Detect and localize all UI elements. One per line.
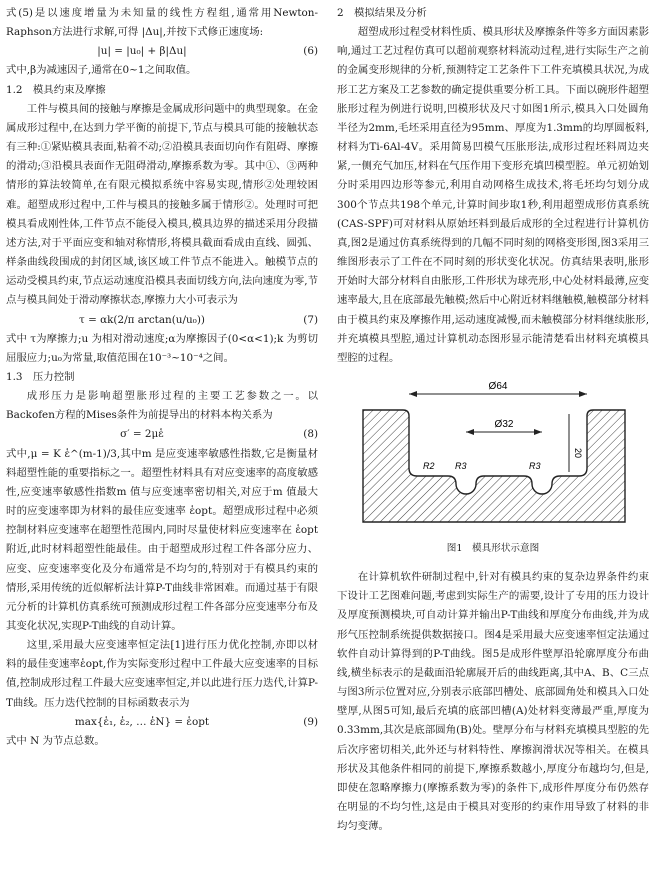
equation-number: (8) <box>303 428 318 441</box>
equation-body: σ′ = 2μἑ <box>120 428 164 441</box>
die-diagram <box>343 372 643 537</box>
label-r2: R2 <box>423 460 435 471</box>
equation-number: (9) <box>303 715 318 728</box>
label-r3-left: R3 <box>455 460 467 471</box>
section-heading: 1.3 压力控制 <box>6 370 75 383</box>
figure-caption: 图1 模具形状示意图 <box>446 542 540 554</box>
paragraph: 超塑成形过程受材料性质、模具形状及摩擦条件等多方面因素影响,通过工艺过程仿真可以超前观察材料流动过程,进行实际生产之前的金属变形规律的分析,预测特定工艺条件下工件充填模具状况,为成形工艺方案及工艺参数的确定提供重要分析工具。下面以碗形件超塑胀形过程为例进行说明,凹模形状及尺寸如图1所示,模具入口处圆角半径为2mm,毛坯采用直径为95mm、厚度为1.3mm的均厚圆板料,材料为Ti-6Al-4V。采用简易凹模气压胀形法,成形过程坯料周边夹紧,一侧充气加压,材料在气压作用下变形充填凹模型腔。单元初始划分时采用四边形等参元,利用自动网格生成技术,将毛坯均匀划分成300个节点共198个单元,计算时间步取1秒,利用超塑成形仿真系统(CAS-SPF)可对材料从原始坯料到最后成形的全过程进行计算机仿真,图2是通过仿真系统得到的几幅不同时刻的网格变形图,图3采用三维图形表示了工件在不同时刻的形状变化状况。仿真结果表明,胀形开始时大部分材料自由胀形,工件形状为球壳形,中心处材料最薄,应变速率最大,且在底部最先触模;然后中心附近材料继触模,触模部分材料由于模具约束及摩擦作用,运动速度减慢,而未触模部分材料继续胀形,并充填模具型腔,通过计算机动态图形显示能清楚看出材料充填模具型腔的过程。 <box>337 26 649 364</box>
equation-number: (7) <box>303 313 318 326</box>
equation-7 <box>6 311 318 330</box>
label-r3-right: R3 <box>529 460 541 471</box>
arrow-right <box>579 391 587 397</box>
section-heading: 1.2 模具约束及摩擦 <box>6 83 106 96</box>
paragraph: 式中 τ为摩擦力;u 为相对滑动速度;α为摩擦因子(0<α<1);k 为剪切屈服应力;u₀为常量,取值范围在10⁻³~10⁻⁴之间。 <box>6 332 318 364</box>
paragraph: 成形压力是影响超塑胀形过程的主要工艺参数之一。以Backofen方程的Mises条件为前提导出的材料本构关系为 <box>6 390 318 422</box>
equation-9 <box>6 713 318 732</box>
arrow-left <box>409 391 417 397</box>
left-column <box>6 4 318 751</box>
equation-6 <box>6 42 318 61</box>
paragraph: 式(5)是以速度增量为未知量的线性方程组,通常用Newton-Raphson方法进行求解,可得 |Δu|,并按下式修正速度场: <box>6 7 318 39</box>
right-column <box>337 4 649 836</box>
paragraph: 这里,采用最大应变速率恒定法[1]进行压力优化控制,亦即以材料的最佳变速率ἑopt,作为实际变形过程中工件最大应变速率的目标值,控制成形过程工件最大应变速率恒定,并以此进行压力迭代,计算P-T曲线。压力迭代控制的目标函数表示为 <box>6 639 318 709</box>
dim-mid-label: Ø32 <box>494 418 514 430</box>
figure-1 <box>337 372 649 558</box>
paragraph: 在计算机软件研制过程中,针对有模具约束的复杂边界条件约束下设计工艺图难问题,考虑到实际生产的需要,设计了专用的压力设计及厚度预测模块,可自动计算并输出P-T曲线和厚度分布曲线,并为成形气压控制系统提供数据接口。图4是采用最大应变速率恒定法通过软件自动计算得到的P-T曲线。图5是成形件壁厚沿轮廓厚度分布曲线,横坐标表示的是截面沿轮廓展开后的曲线距离,其中A、B、C三点与图3所示位置对应,分别表示底部凹槽处、底部圆角处和模具入口处壁厚,从图5可知,最后充填的底部凹槽(A)处材料变薄最严重,厚度为0.33mm,其次是底部圆角(B)处。壁厚分布与材料充填模具型腔的先后次序密切相关,此外还与材料特性、摩擦润滑状况等相关。在模具形状及其他条件相同的前提下,摩擦系数越小,厚度分布越均匀,但是,即使在忽略摩擦力(摩擦系数为零)的条件下,成形件厚度分布仍然存在明显的不均匀性,这是由于模具对变形的约束作用导致了材料的非均匀变薄。 <box>337 571 649 833</box>
equation-number: (6) <box>303 45 318 58</box>
paragraph: 式中,μ = K ἑ^(m-1)/3,其中m 是应变速率敏感性指数,它是衡量材料超塑性能的重要指标之一。超塑性材料具有对应变速率的高度敏感性,应变速率敏感性指数m 值与应变速率密切相关,对应于m 值最大时的应变速率即为材料的最佳应变速率 ἑopt。超塑成形过程中必须控制材料应变速率在超塑性范围内,同时尽量使材料应变速率在 ἑopt附近,此时材料超塑性能最佳。由于超塑成形过程工件各部分应力、应变、应变速率变化及分布通常是不均匀的,特别对于有模具约束的情形,采用传统的近似解析法计算P-T曲线非常困难。而通过基于有限元分析的计算机仿真系统可预测成形过程工件各部分应变速率分布及其变化状况,实现P-T曲线的自动计算。 <box>6 447 318 632</box>
equation-8 <box>6 425 318 444</box>
equation-body: |u| = |u₀| + β|Δu| <box>97 45 187 58</box>
dim-depth-label: 20 <box>573 447 583 458</box>
arrow-mid-left <box>466 429 474 435</box>
paragraph: 式中,β为减速因子,通常在0~1之间取值。 <box>6 64 197 77</box>
section-heading: 2 模拟结果及分析 <box>337 7 427 19</box>
paragraph: 工件与模具间的接触与摩擦是金属成形问题中的典型现象。在金属成形过程中,在达到力学平衡的前提下,节点与模具可能的接触状态有三种:①紧贴模具表面,粘着不动;②沿模具表面切向作有阻碍、摩擦的滑动;③沿模具表面作无阻碍滑动,摩擦系数为零。其中①、③两种情形的算法较简单,在有限元模拟系统中容易实现,情形②处理较困难。超塑成形过程中,工件与模具的接触多属于情形②。处理时可把模具看成刚性体,工件节点不能侵入模具,模具边界的描述采用分段描述方法,对于平面应变和轴对称情形,将模具截面看成由直线、圆弧、样条曲线段围成的封闭区域,该区域工件节点不能进入。触模节点的运动受模具约束,节点运动速度沿模具表面切线方向,法向速度为零,节点与模具间处于滑动摩擦状态,摩擦力大小可表示为 <box>6 102 318 307</box>
arrow-mid-right <box>534 429 542 435</box>
equation-body: τ = αk(2/π arctan(u/u₀)) <box>79 313 205 326</box>
paragraph: 式中 N 为节点总数。 <box>6 734 105 747</box>
dim-top-label: Ø64 <box>488 380 508 392</box>
equation-body: max{ἑ₁, ἑ₂, … ἑN} = ἑopt <box>74 715 210 728</box>
